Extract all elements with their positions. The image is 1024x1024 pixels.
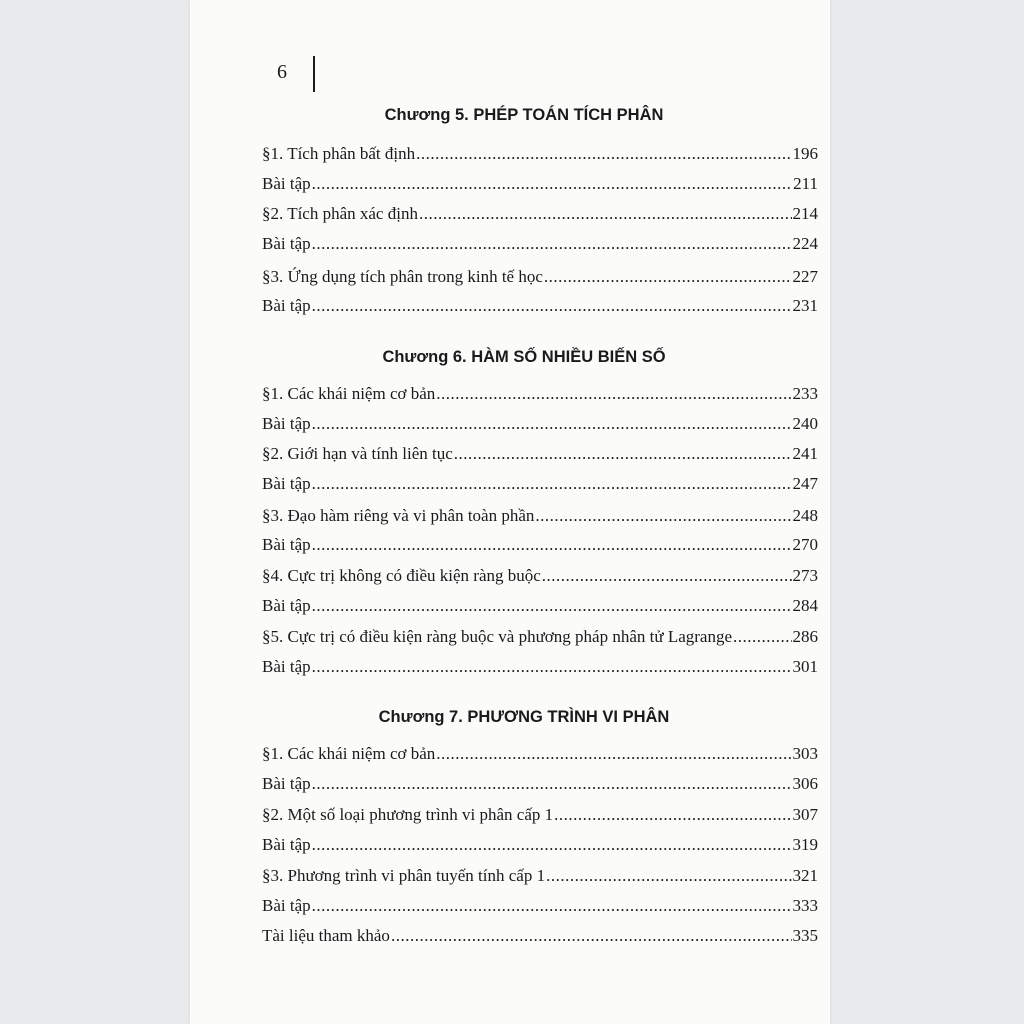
dot-leader bbox=[419, 201, 792, 227]
dot-leader bbox=[733, 624, 792, 650]
toc-entry-title: Bài tập bbox=[262, 596, 311, 615]
toc-entry-page: 233 bbox=[792, 384, 818, 403]
toc-entry-page: 333 bbox=[792, 896, 818, 915]
toc-entry-title: §3. Đạo hàm riêng và vi phân toàn phần bbox=[262, 506, 535, 525]
toc-entry-page: 321 bbox=[792, 866, 818, 885]
dot-leader bbox=[544, 264, 792, 290]
dot-leader bbox=[542, 563, 792, 589]
toc-entry-title: §1. Các khái niệm cơ bản bbox=[262, 744, 436, 763]
page-number: 6 bbox=[277, 61, 287, 83]
toc-entry-page: 335 bbox=[792, 926, 818, 945]
header-rule bbox=[313, 56, 315, 92]
toc-entry-title: §3. Phương trình vi phân tuyến tính cấp 1 bbox=[262, 866, 546, 885]
toc-entry-title: Bài tập bbox=[262, 174, 311, 193]
toc-entry-title: Bài tập bbox=[262, 474, 311, 493]
toc-entry-page: 241 bbox=[792, 444, 818, 463]
toc-entry-page: 286 bbox=[792, 627, 818, 646]
toc-entry-title: §1. Tích phân bất định bbox=[262, 144, 416, 163]
toc-entry-title: §2. Giới hạn và tính liên tục bbox=[262, 444, 453, 463]
toc-entry-page: 247 bbox=[792, 474, 818, 493]
toc-entry-title: Bài tập bbox=[262, 657, 311, 676]
toc-entry-title: Bài tập bbox=[262, 774, 311, 793]
toc-entry-title: Bài tập bbox=[262, 234, 311, 253]
toc-entry[interactable] bbox=[262, 832, 818, 858]
toc-entry-page: 211 bbox=[793, 174, 818, 193]
toc-entry-page: 270 bbox=[792, 535, 818, 554]
toc-entry-title: §2. Một số loại phương trình vi phân cấp 1 bbox=[262, 805, 554, 824]
toc-entry-title: §1. Các khái niệm cơ bản bbox=[262, 384, 436, 403]
toc-entry[interactable] bbox=[262, 231, 818, 257]
chapter-5-heading: Chương 5. PHÉP TOÁN TÍCH PHÂN bbox=[384, 106, 664, 124]
toc-entry[interactable] bbox=[262, 264, 818, 290]
toc-entry[interactable] bbox=[262, 863, 818, 889]
toc-entry[interactable] bbox=[262, 893, 818, 919]
dot-leader bbox=[454, 441, 792, 467]
dot-leader bbox=[554, 802, 791, 828]
toc-entry-page: 303 bbox=[792, 744, 818, 763]
chapter-7-heading: Chương 7. PHƯƠNG TRÌNH VI PHÂN bbox=[378, 708, 670, 726]
dot-leader bbox=[312, 893, 792, 919]
toc-entry[interactable] bbox=[262, 441, 818, 467]
toc-entry-page: 307 bbox=[792, 805, 818, 824]
toc-entry[interactable] bbox=[262, 381, 818, 407]
toc-entry-title: §5. Cực trị có điều kiện ràng buộc và phương pháp nhân tử Lagrange bbox=[262, 627, 732, 646]
dot-leader bbox=[535, 503, 791, 529]
toc-entry[interactable] bbox=[262, 171, 818, 197]
toc-entry[interactable] bbox=[262, 654, 818, 680]
toc-entry-page: 227 bbox=[792, 267, 818, 286]
dot-leader bbox=[416, 141, 791, 167]
toc-entry-title: Tài liệu tham khảo bbox=[262, 926, 390, 945]
dot-leader bbox=[312, 471, 792, 497]
dot-leader bbox=[312, 593, 792, 619]
toc-entry[interactable] bbox=[262, 563, 818, 589]
toc-entry-page: 240 bbox=[792, 414, 818, 433]
toc-entry-title: Bài tập bbox=[262, 414, 311, 433]
toc-entry[interactable] bbox=[262, 471, 818, 497]
chapter-6-heading: Chương 6. HÀM SỐ NHIỀU BIẾN SỐ bbox=[382, 348, 666, 366]
toc-entry-title: Bài tập bbox=[262, 296, 311, 315]
toc-entry-page: 306 bbox=[792, 774, 818, 793]
dot-leader bbox=[312, 171, 792, 197]
toc-entry-page: 273 bbox=[792, 566, 818, 585]
dot-leader bbox=[312, 771, 792, 797]
toc-entry[interactable] bbox=[262, 532, 818, 558]
toc-entry-page: 214 bbox=[792, 204, 818, 223]
toc-entry[interactable] bbox=[262, 802, 818, 828]
toc-entry[interactable] bbox=[262, 503, 818, 529]
toc-entry-title: §2. Tích phân xác định bbox=[262, 204, 418, 223]
toc-entry-page: 284 bbox=[792, 596, 818, 615]
toc-entry-page: 319 bbox=[792, 835, 818, 854]
toc-entry-page: 248 bbox=[792, 506, 818, 525]
dot-leader bbox=[312, 832, 792, 858]
dot-leader bbox=[312, 231, 792, 257]
toc-entry[interactable] bbox=[262, 141, 818, 167]
toc-entry-page: 301 bbox=[792, 657, 818, 676]
dot-leader bbox=[312, 532, 792, 558]
toc-entry[interactable] bbox=[262, 411, 818, 437]
toc-entry[interactable] bbox=[262, 593, 818, 619]
toc-entry[interactable] bbox=[262, 293, 818, 319]
toc-entry[interactable] bbox=[262, 771, 818, 797]
dot-leader bbox=[312, 411, 792, 437]
toc-entry[interactable] bbox=[262, 624, 818, 650]
toc-entry-title: Bài tập bbox=[262, 896, 311, 915]
dot-leader bbox=[391, 923, 792, 949]
toc-entry-title: §4. Cực trị không có điều kiện ràng buộc bbox=[262, 566, 541, 585]
toc-entry-page: 224 bbox=[792, 234, 818, 253]
dot-leader bbox=[312, 293, 792, 319]
dot-leader bbox=[312, 654, 792, 680]
dot-leader bbox=[546, 863, 791, 889]
toc-entry-title: Bài tập bbox=[262, 835, 311, 854]
dot-leader bbox=[436, 381, 791, 407]
toc-entry[interactable] bbox=[262, 201, 818, 227]
toc-entry-title: Bài tập bbox=[262, 535, 311, 554]
toc-entry-title: §3. Ứng dụng tích phân trong kinh tế học bbox=[262, 267, 543, 286]
toc-entry-page: 196 bbox=[792, 144, 818, 163]
dot-leader bbox=[436, 741, 791, 767]
toc-entry[interactable] bbox=[262, 741, 818, 767]
toc-entry[interactable] bbox=[262, 923, 818, 949]
toc-entry-page: 231 bbox=[792, 296, 818, 315]
